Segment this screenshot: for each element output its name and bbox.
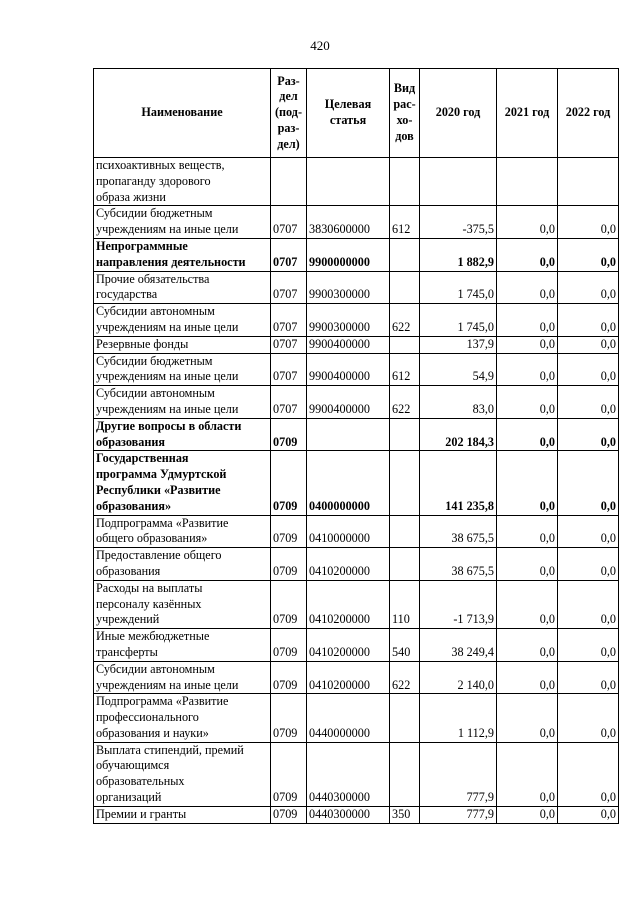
cell-2020: 38 675,5 [420, 548, 497, 581]
cell-expense [390, 548, 420, 581]
cell-2020: 137,9 [420, 336, 497, 353]
cell-target: 0410200000 [307, 548, 390, 581]
table-row [94, 451, 619, 515]
cell-name: Государственная программа Удмуртской Республики «Развитие образования» [94, 451, 271, 515]
header-expense: Вид рас- хо- дов [390, 69, 420, 158]
cell-name: Субсидии бюджетным учреждениям на иные цели [94, 353, 271, 386]
table-row [94, 336, 619, 353]
cell-2020: -375,5 [420, 206, 497, 239]
cell-expense [390, 418, 420, 451]
cell-target: 9900400000 [307, 336, 390, 353]
cell-expense [390, 515, 420, 548]
cell-expense [390, 271, 420, 304]
cell-2021: 0,0 [497, 661, 558, 694]
cell-expense: 612 [390, 206, 420, 239]
cell-2022: 0,0 [558, 629, 619, 662]
table-row [94, 418, 619, 451]
cell-expense: 622 [390, 661, 420, 694]
cell-2020: 141 235,8 [420, 451, 497, 515]
cell-target: 0440300000 [307, 742, 390, 806]
budget-table [93, 68, 619, 824]
cell-2020: 1 745,0 [420, 304, 497, 337]
cell-2022: 0,0 [558, 451, 619, 515]
cell-2021: 0,0 [497, 304, 558, 337]
cell-section [271, 158, 307, 206]
cell-section: 0709 [271, 661, 307, 694]
cell-target: 9900300000 [307, 304, 390, 337]
cell-2020: 777,9 [420, 806, 497, 823]
header-2022: 2022 год [558, 69, 619, 158]
cell-2021: 0,0 [497, 206, 558, 239]
cell-expense [390, 694, 420, 742]
table-row [94, 158, 619, 206]
cell-2021: 0,0 [497, 806, 558, 823]
cell-2022: 0,0 [558, 353, 619, 386]
cell-section: 0707 [271, 206, 307, 239]
cell-2020: 83,0 [420, 386, 497, 419]
cell-target: 3830600000 [307, 206, 390, 239]
header-section: Раз- дел (под- раз- дел) [271, 69, 307, 158]
cell-name: психоактивных веществ, пропаганду здорового образа жизни [94, 158, 271, 206]
cell-section: 0707 [271, 336, 307, 353]
cell-name: Подпрограмма «Развитие профессионального образования и науки» [94, 694, 271, 742]
cell-2022: 0,0 [558, 418, 619, 451]
cell-expense: 540 [390, 629, 420, 662]
cell-2020: -1 713,9 [420, 580, 497, 628]
cell-2021: 0,0 [497, 548, 558, 581]
cell-2022: 0,0 [558, 742, 619, 806]
cell-expense: 622 [390, 304, 420, 337]
cell-section: 0709 [271, 580, 307, 628]
cell-2022: 0,0 [558, 238, 619, 271]
cell-2022: 0,0 [558, 304, 619, 337]
cell-2022: 0,0 [558, 336, 619, 353]
cell-2020: 202 184,3 [420, 418, 497, 451]
cell-2020 [420, 158, 497, 206]
cell-2021: 0,0 [497, 451, 558, 515]
cell-section: 0709 [271, 694, 307, 742]
cell-2020: 1 745,0 [420, 271, 497, 304]
cell-name: Другие вопросы в области образования [94, 418, 271, 451]
cell-2021: 0,0 [497, 418, 558, 451]
cell-name: Резервные фонды [94, 336, 271, 353]
cell-expense [390, 451, 420, 515]
cell-section: 0709 [271, 548, 307, 581]
cell-expense: 622 [390, 386, 420, 419]
cell-2022: 0,0 [558, 580, 619, 628]
cell-2022: 0,0 [558, 694, 619, 742]
cell-name: Субсидии автономным учреждениям на иные цели [94, 386, 271, 419]
cell-2021: 0,0 [497, 238, 558, 271]
header-name: Наименование [94, 69, 271, 158]
cell-2022: 0,0 [558, 661, 619, 694]
cell-target: 0410000000 [307, 515, 390, 548]
cell-2021: 0,0 [497, 515, 558, 548]
cell-section: 0709 [271, 515, 307, 548]
table-row [94, 742, 619, 806]
cell-2020: 1 112,9 [420, 694, 497, 742]
cell-2020: 777,9 [420, 742, 497, 806]
cell-expense: 350 [390, 806, 420, 823]
cell-2021: 0,0 [497, 271, 558, 304]
cell-section: 0709 [271, 742, 307, 806]
table-row [94, 548, 619, 581]
cell-2021: 0,0 [497, 694, 558, 742]
table-row [94, 629, 619, 662]
page-number: 420 [310, 38, 330, 53]
cell-2020: 1 882,9 [420, 238, 497, 271]
header-2020: 2020 год [420, 69, 497, 158]
cell-2020: 38 249,4 [420, 629, 497, 662]
cell-2021: 0,0 [497, 629, 558, 662]
header-2021: 2021 год [497, 69, 558, 158]
cell-expense [390, 238, 420, 271]
cell-name: Непрограммные направления деятельности [94, 238, 271, 271]
cell-section: 0709 [271, 418, 307, 451]
table-row [94, 806, 619, 823]
table-row [94, 238, 619, 271]
table-header-row [94, 69, 619, 158]
cell-section: 0707 [271, 386, 307, 419]
cell-name: Прочие обязательства государства [94, 271, 271, 304]
cell-2021: 0,0 [497, 386, 558, 419]
cell-2022: 0,0 [558, 515, 619, 548]
cell-section: 0707 [271, 353, 307, 386]
cell-expense [390, 336, 420, 353]
table-row [94, 353, 619, 386]
table-row [94, 580, 619, 628]
cell-name: Иные межбюджетные трансферты [94, 629, 271, 662]
cell-target: 9900400000 [307, 386, 390, 419]
cell-target: 0410200000 [307, 661, 390, 694]
cell-2021: 0,0 [497, 580, 558, 628]
cell-2021: 0,0 [497, 353, 558, 386]
cell-2022: 0,0 [558, 206, 619, 239]
cell-2022: 0,0 [558, 386, 619, 419]
cell-target: 0400000000 [307, 451, 390, 515]
cell-name: Расходы на выплаты персоналу казённых учреждений [94, 580, 271, 628]
cell-target: 9900000000 [307, 238, 390, 271]
cell-target: 9900400000 [307, 353, 390, 386]
cell-2022: 0,0 [558, 271, 619, 304]
cell-section: 0707 [271, 238, 307, 271]
cell-name: Субсидии автономным учреждениям на иные цели [94, 661, 271, 694]
header-target: Целевая статья [307, 69, 390, 158]
cell-2021 [497, 158, 558, 206]
cell-name: Премии и гранты [94, 806, 271, 823]
cell-target: 0410200000 [307, 580, 390, 628]
cell-target: 0440000000 [307, 694, 390, 742]
cell-2022: 0,0 [558, 548, 619, 581]
cell-2020: 54,9 [420, 353, 497, 386]
cell-2020: 2 140,0 [420, 661, 497, 694]
table-row [94, 304, 619, 337]
cell-section: 0709 [271, 451, 307, 515]
cell-2021: 0,0 [497, 742, 558, 806]
table-row [94, 386, 619, 419]
cell-target [307, 418, 390, 451]
table-row [94, 515, 619, 548]
table-row [94, 694, 619, 742]
cell-expense [390, 742, 420, 806]
cell-2022 [558, 158, 619, 206]
cell-name: Субсидии автономным учреждениям на иные цели [94, 304, 271, 337]
table-row [94, 206, 619, 239]
cell-section: 0709 [271, 629, 307, 662]
cell-target: 9900300000 [307, 271, 390, 304]
table-row [94, 661, 619, 694]
table-row [94, 271, 619, 304]
cell-expense: 110 [390, 580, 420, 628]
cell-section: 0707 [271, 304, 307, 337]
cell-expense [390, 158, 420, 206]
cell-target: 0410200000 [307, 629, 390, 662]
cell-section: 0709 [271, 806, 307, 823]
cell-2022: 0,0 [558, 806, 619, 823]
cell-target: 0440300000 [307, 806, 390, 823]
cell-target [307, 158, 390, 206]
cell-name: Выплата стипендий, премий обучающимся образовательных организаций [94, 742, 271, 806]
cell-section: 0707 [271, 271, 307, 304]
table-body [94, 158, 619, 824]
cell-name: Субсидии бюджетным учреждениям на иные цели [94, 206, 271, 239]
cell-name: Предоставление общего образования [94, 548, 271, 581]
cell-name: Подпрограмма «Развитие общего образования» [94, 515, 271, 548]
cell-expense: 612 [390, 353, 420, 386]
cell-2021: 0,0 [497, 336, 558, 353]
cell-2020: 38 675,5 [420, 515, 497, 548]
